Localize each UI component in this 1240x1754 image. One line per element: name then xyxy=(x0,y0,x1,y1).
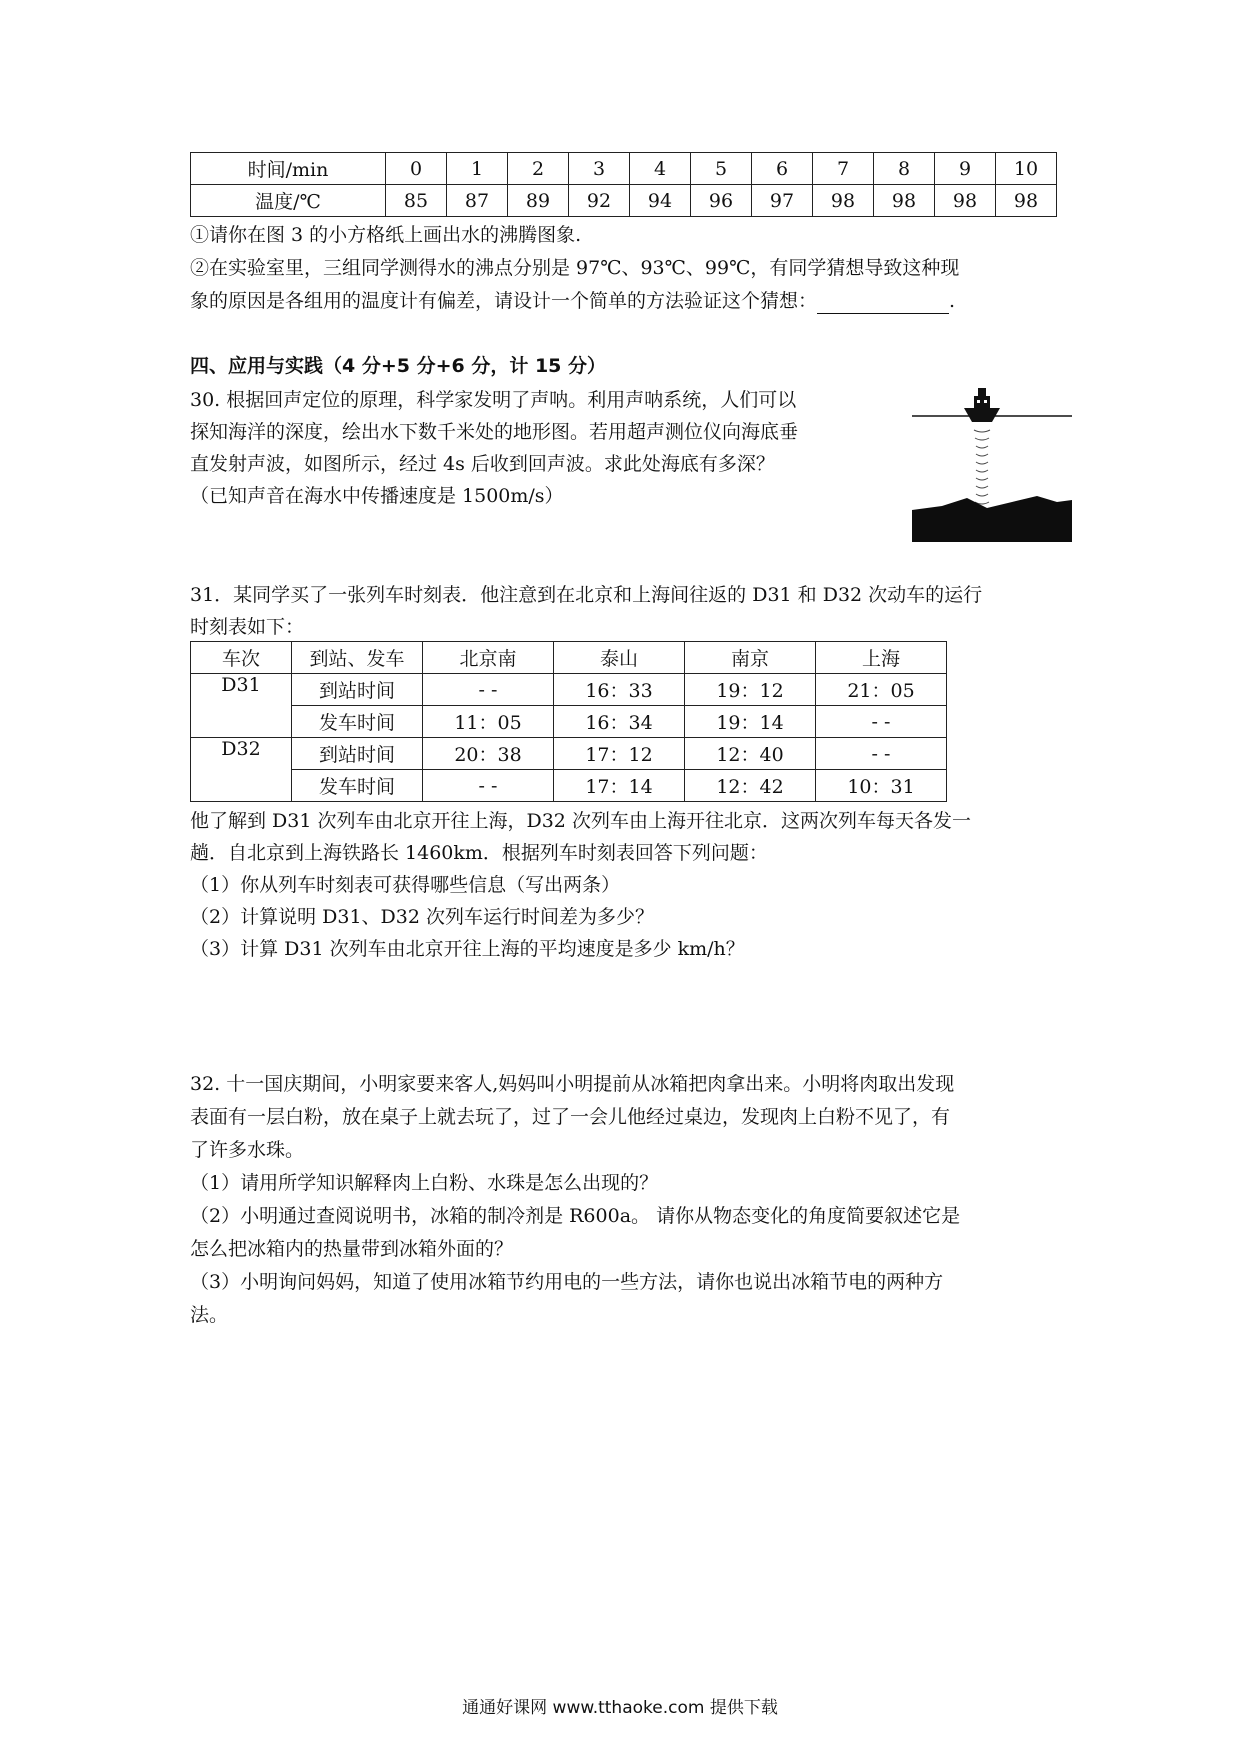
temperature-cell: 98 xyxy=(996,185,1057,217)
temperature-cell: 98 xyxy=(935,185,996,217)
time-cell: 0 xyxy=(386,153,447,185)
time-cell: - - xyxy=(423,674,554,706)
time-cell: 16：33 xyxy=(554,674,685,706)
temperature-row xyxy=(191,185,1057,217)
time-cell: 10 xyxy=(996,153,1057,185)
q32-line1: 32. 十一国庆期间，小明家要来客人,妈妈叫小明提前从冰箱把肉拿出来。小明将肉取出发现 xyxy=(190,1073,955,1095)
time-cell: 19：14 xyxy=(685,706,816,738)
train-timetable xyxy=(190,641,947,802)
time-row xyxy=(191,153,1057,185)
q30-line4: （已知声音在海水中传播速度是 1500m/s） xyxy=(190,485,564,507)
time-cell: 6 xyxy=(752,153,813,185)
q32-sub2b: 怎么把冰箱内的热量带到冰箱外面的？ xyxy=(190,1238,514,1260)
time-cell: 17：12 xyxy=(554,738,685,770)
time-cell: 12：42 xyxy=(685,770,816,802)
q29-line3 xyxy=(190,288,955,314)
page-footer: 通通好课网 www.tthaoke.com 提供下载 xyxy=(462,1698,778,1718)
row-label-cell: 到站时间 xyxy=(292,738,423,770)
timetable-header-row xyxy=(191,642,947,674)
timetable-header-cell: 车次 xyxy=(191,642,292,674)
temperature-cell: 94 xyxy=(630,185,691,217)
time-cell: 8 xyxy=(874,153,935,185)
train-number-cell: D32 xyxy=(191,738,292,802)
q29-line1: ①请你在图 3 的小方格纸上画出水的沸腾图象. xyxy=(190,224,582,246)
timetable-row xyxy=(191,770,947,802)
train-number-cell: D31 xyxy=(191,674,292,738)
temperature-cell: 89 xyxy=(508,185,569,217)
time-cell: 7 xyxy=(813,153,874,185)
time-cell: 17：14 xyxy=(554,770,685,802)
temperature-cell: 96 xyxy=(691,185,752,217)
q29-line3-end: . xyxy=(949,290,956,312)
section-title: 四、应用与实践（4 分+5 分+6 分，计 15 分） xyxy=(190,355,607,377)
q29-line3-text: 象的原因是各组用的温度计有偏差，请设计一个简单的方法验证这个猜想： xyxy=(190,290,818,312)
q32-sub3a: （3）小明询问妈妈，知道了使用冰箱节约用电的一些方法，请你也说出冰箱节电的两种方 xyxy=(190,1271,944,1293)
time-cell: 1 xyxy=(447,153,508,185)
temperature-cell: 92 xyxy=(569,185,630,217)
row-label-cell: 发车时间 xyxy=(292,706,423,738)
temperature-cell: 98 xyxy=(813,185,874,217)
q31-intro2: 时刻表如下： xyxy=(190,616,305,638)
timetable-header-cell: 南京 xyxy=(685,642,816,674)
time-cell: 11：05 xyxy=(423,706,554,738)
q31-sub1: （1）你从列车时刻表可获得哪些信息（写出两条） xyxy=(190,874,621,896)
q32-sub2a: （2）小明通过查阅说明书，冰箱的制冷剂是 R600a。 请你从物态变化的角度简要叙述它是 xyxy=(190,1205,961,1227)
time-cell: 10：31 xyxy=(816,770,947,802)
row-label-cell: 发车时间 xyxy=(292,770,423,802)
timetable-header-cell: 上海 xyxy=(816,642,947,674)
time-cell: 4 xyxy=(630,153,691,185)
q32-sub1: （1）请用所学知识解释肉上白粉、水珠是怎么出现的？ xyxy=(190,1172,659,1194)
answer-blank[interactable] xyxy=(817,293,949,314)
timetable-row xyxy=(191,706,947,738)
q31-intro1: 31．某同学买了一张列车时刻表．他注意到在北京和上海间往返的 D31 和 D32 次动车的运行 xyxy=(190,584,983,606)
temperature-cell: 98 xyxy=(874,185,935,217)
q32-sub3b: 法。 xyxy=(190,1304,229,1326)
q30-line3: 直发射声波，如图所示，经过 4s 后收到回声波。求此处海底有多深？ xyxy=(190,453,775,475)
time-cell: - - xyxy=(816,706,947,738)
q30-line1: 30. 根据回声定位的原理，科学家发明了声呐。利用声呐系统，人们可以 xyxy=(190,389,797,411)
temperature-cell: 85 xyxy=(386,185,447,217)
temperature-cell: 87 xyxy=(447,185,508,217)
q31-sub2: （2）计算说明 D31、D32 次列车运行时间差为多少？ xyxy=(190,906,654,928)
time-cell: 19：12 xyxy=(685,674,816,706)
q31-after2: 趟．自北京到上海铁路长 1460km．根据列车时刻表回答下列问题： xyxy=(190,842,768,864)
q32-line3: 了许多水珠。 xyxy=(190,1139,305,1161)
time-cell: 21：05 xyxy=(816,674,947,706)
timetable-header-cell: 到站、发车 xyxy=(292,642,423,674)
time-cell: 16：34 xyxy=(554,706,685,738)
time-cell: 2 xyxy=(508,153,569,185)
time-cell: 5 xyxy=(691,153,752,185)
time-cell: 20：38 xyxy=(423,738,554,770)
timetable-header-cell: 泰山 xyxy=(554,642,685,674)
temperature-time-table xyxy=(190,152,1057,217)
sonar-ship-figure xyxy=(912,378,1072,542)
time-cell: 3 xyxy=(569,153,630,185)
timetable-row xyxy=(191,674,947,706)
q30-line2: 探知海洋的深度，绘出水下数千米处的地形图。若用超声测位仪向海底垂 xyxy=(190,421,799,443)
q31-after1: 他了解到 D31 次列车由北京开往上海，D32 次列车由上海开往北京．这两次列车每天各发一 xyxy=(190,810,971,832)
time-cell: - - xyxy=(816,738,947,770)
q32-line2: 表面有一层白粉，放在桌子上就去玩了，过了一会儿他经过桌边，发现肉上白粉不见了，有 xyxy=(190,1106,951,1128)
q29-line2: ②在实验室里，三组同学测得水的沸点分别是 97℃、93℃、99℃，有同学猜想导致这种现 xyxy=(190,257,960,279)
row-label-cell: 到站时间 xyxy=(292,674,423,706)
temperature-header: 温度/℃ xyxy=(191,185,386,217)
time-header: 时间/min xyxy=(191,153,386,185)
q31-sub3: （3）计算 D31 次列车由北京开往上海的平均速度是多少 km/h？ xyxy=(190,938,745,960)
time-cell: - - xyxy=(423,770,554,802)
temperature-cell: 97 xyxy=(752,185,813,217)
timetable-header-cell: 北京南 xyxy=(423,642,554,674)
time-cell: 9 xyxy=(935,153,996,185)
timetable-row xyxy=(191,738,947,770)
time-cell: 12：40 xyxy=(685,738,816,770)
